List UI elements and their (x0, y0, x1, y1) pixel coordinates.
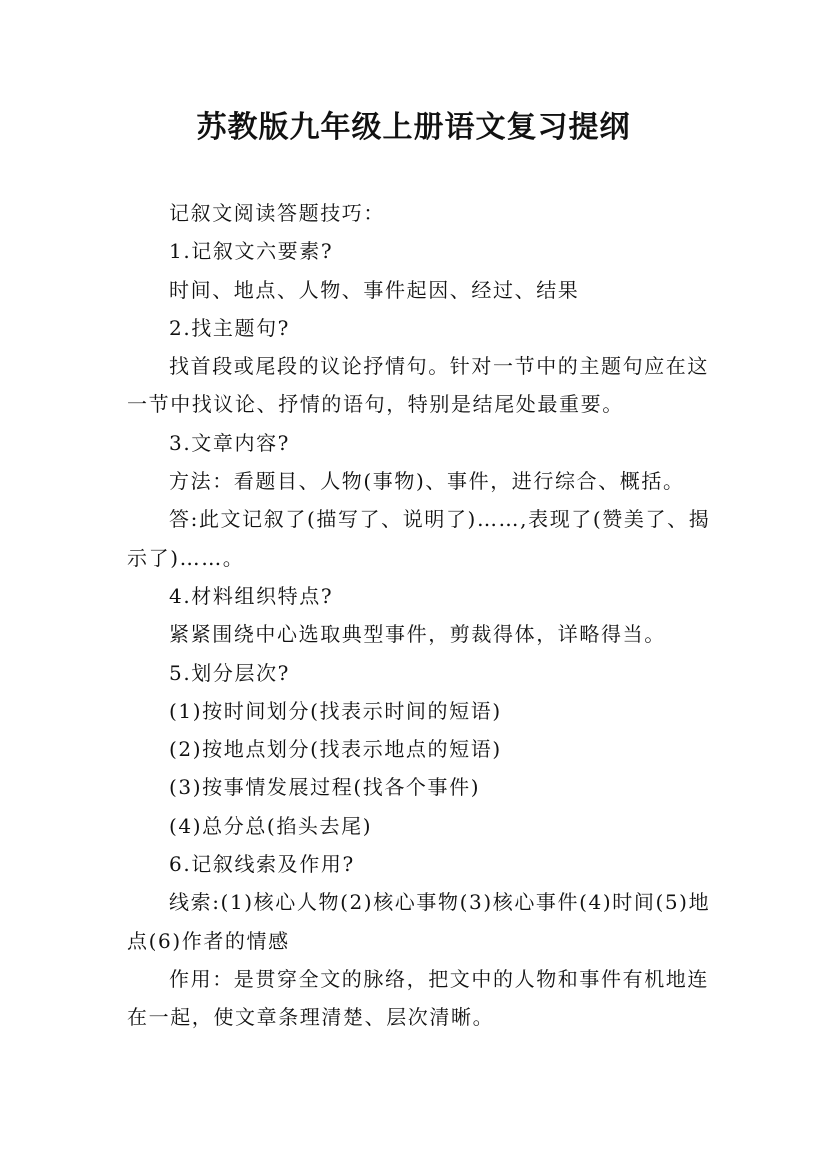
paragraph: 5.划分层次? (169, 660, 291, 685)
paragraph: 4.材料组织特点? (169, 583, 334, 608)
paragraph: (1)按时间划分(找表示时间的短语) (169, 698, 502, 723)
paragraph: 作用：是贯穿全文的脉络，把文中的人物和事件有机地连在一起，使文章条理清楚、层次清晰。 (127, 966, 709, 1030)
document-body (127, 194, 712, 1037)
paragraph: 方法：看题目、人物(事物)、事件，进行综合、概括。 (169, 469, 685, 494)
paragraph: 6.记叙线索及作用? (169, 852, 355, 877)
paragraph: (2)按地点划分(找表示地点的短语) (169, 737, 502, 762)
paragraph: 记叙文阅读答题技巧： (169, 201, 385, 225)
paragraph: 线索:(1)核心人物(2)核心事物(3)核心事件(4)时间(5)地点(6)作者的情感 (127, 890, 711, 953)
paragraph: (4)总分总(掐头去尾) (169, 813, 373, 838)
paragraph: 3.文章内容? (169, 430, 291, 455)
paragraph: 答:此文记叙了(描写了、说明了)……,表现了(赞美了、揭示了)……。 (127, 507, 711, 570)
paragraph: 紧紧围绕中心选取典型事件，剪裁得体，详略得当。 (169, 622, 666, 647)
paragraph: (3)按事情发展过程(找各个事件) (169, 775, 481, 800)
document-title: 苏教版九年级上册语文复习提纲 (196, 110, 631, 145)
paragraph: 找首段或尾段的议论抒情句。针对一节中的主题句应在这一节中找议论、抒情的语句，特别是结尾处最重要。 (127, 354, 709, 417)
paragraph: 2.找主题句? (169, 315, 291, 340)
paragraph: 1.记叙文六要素? (169, 239, 334, 264)
paragraph: 时间、地点、人物、事件起因、经过、结果 (169, 277, 580, 302)
